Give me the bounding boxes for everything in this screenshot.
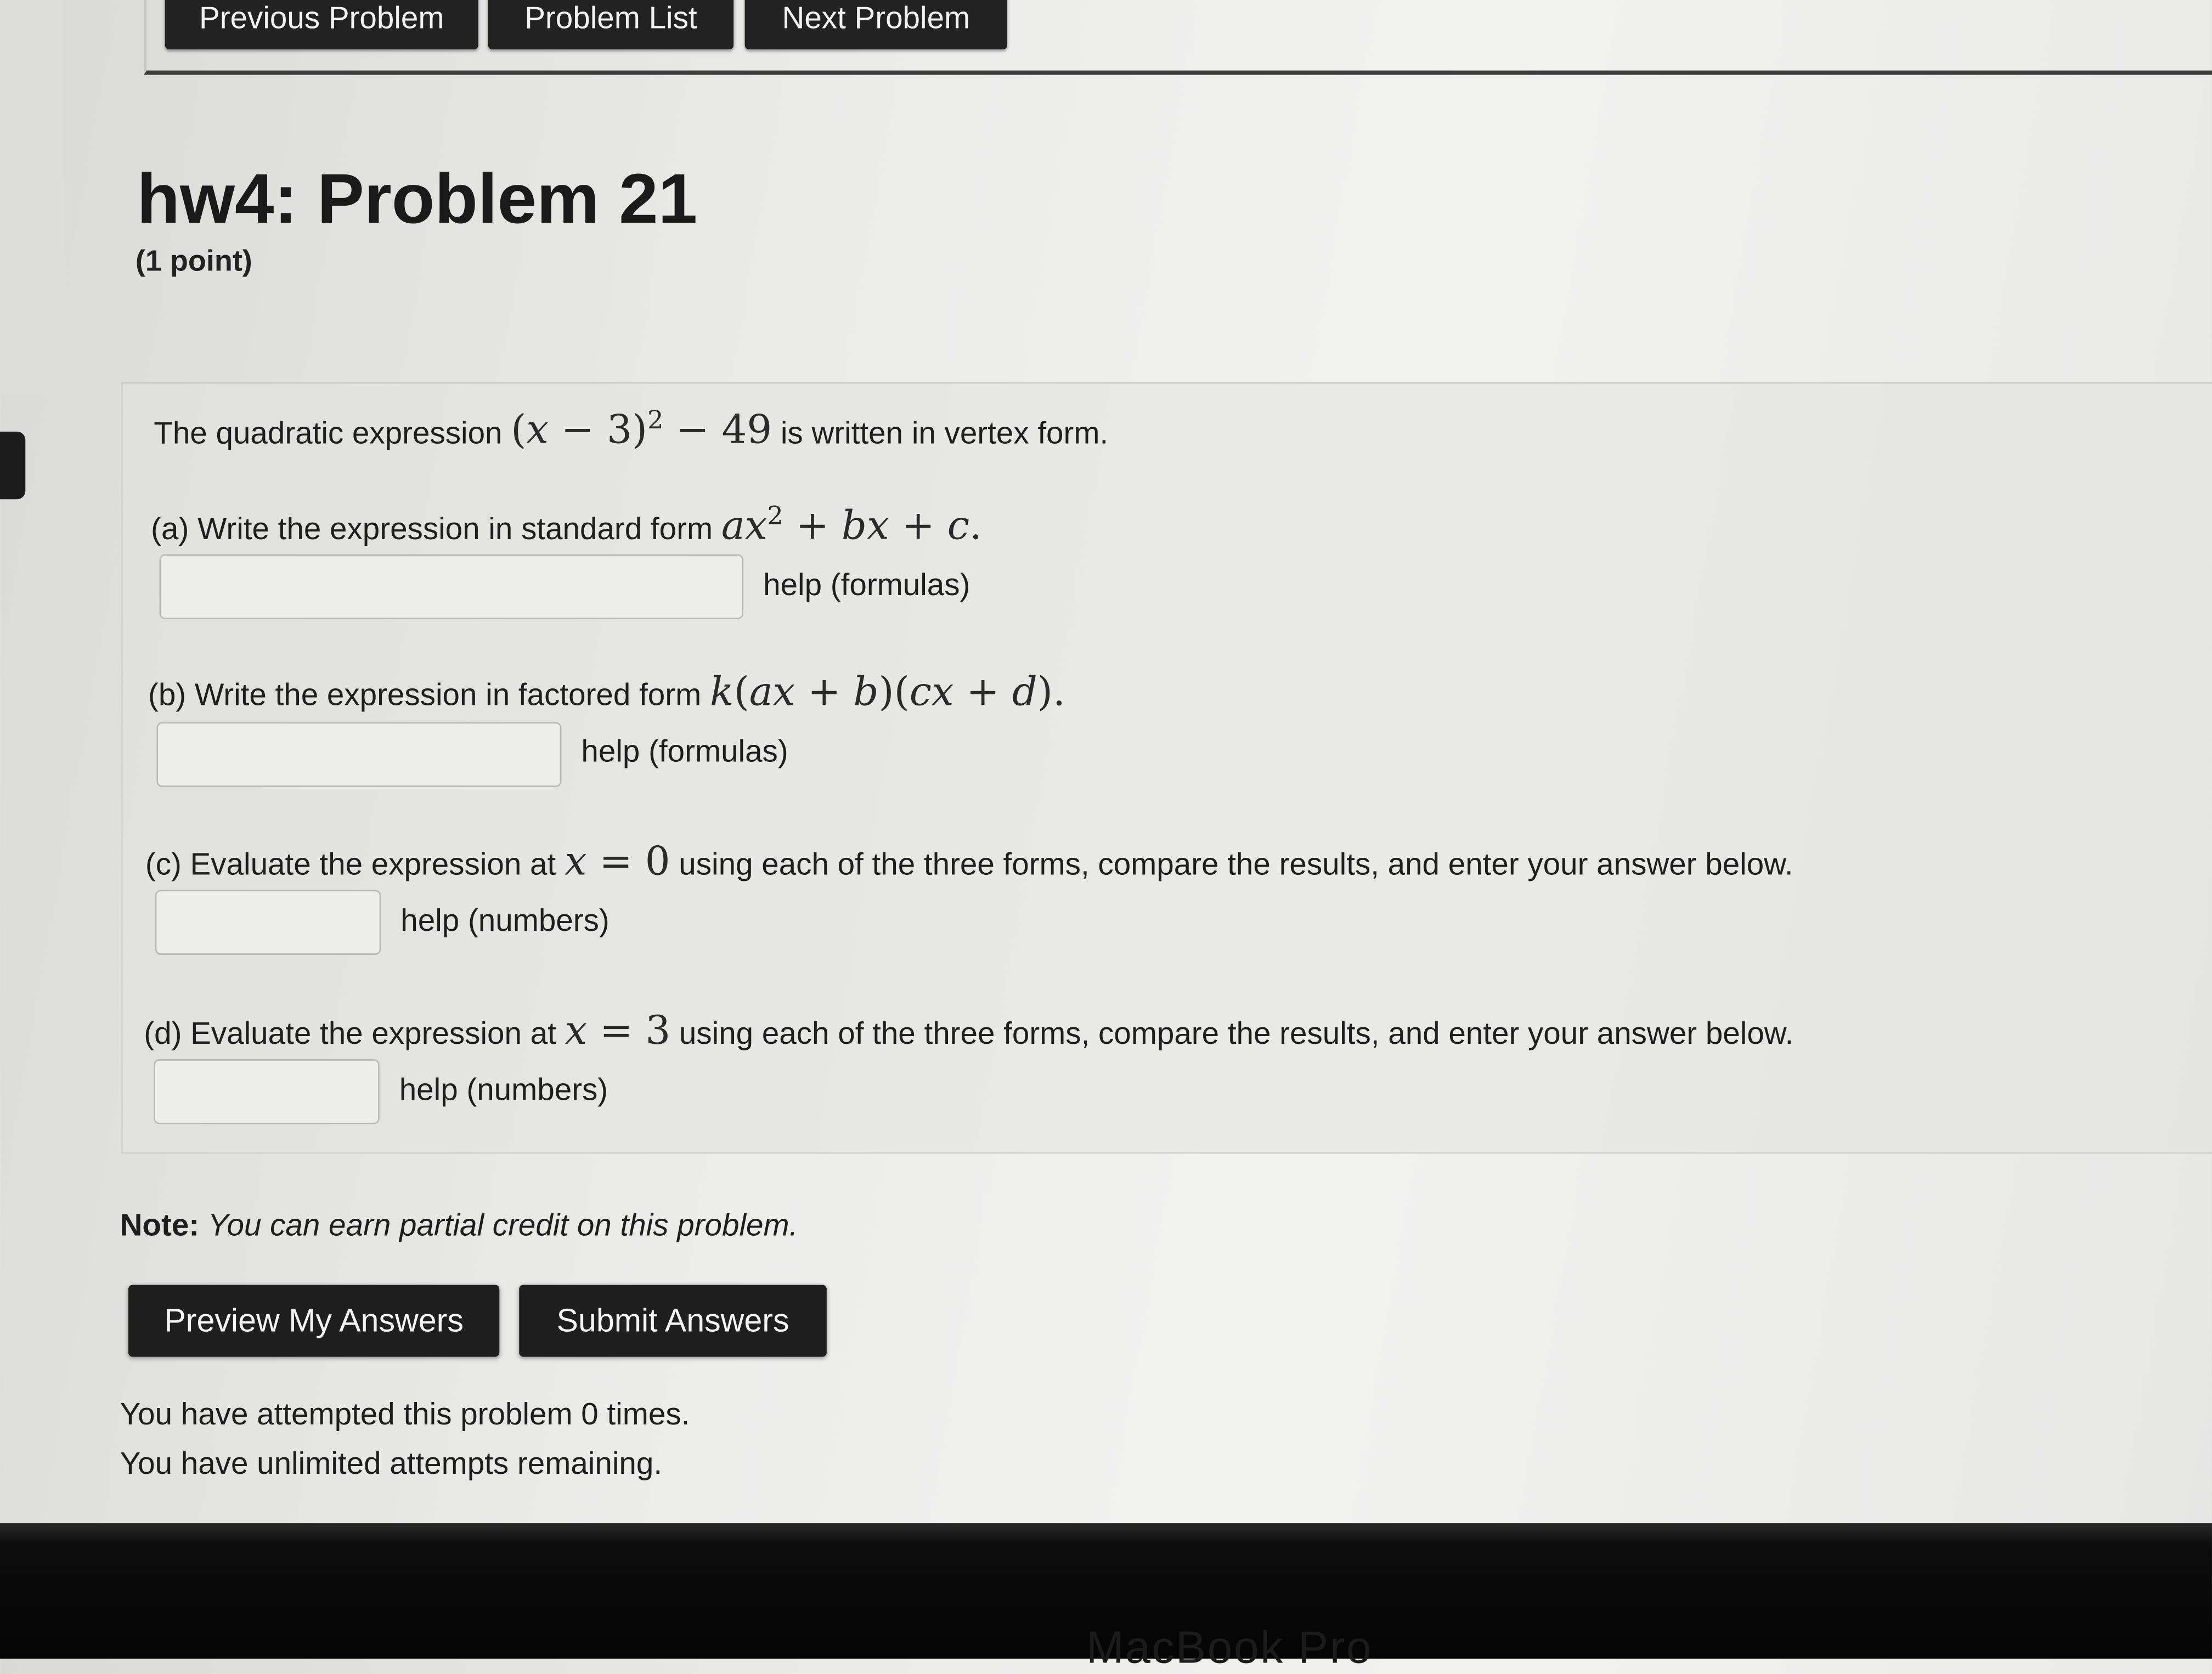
part-a-answer-input[interactable] — [160, 555, 744, 619]
part-b-prompt — [148, 669, 1065, 715]
part-c-text-end: using each of the three forms, compare the results, and enter your answer below. — [679, 846, 1793, 882]
part-c-text-start: (c) Evaluate the expression at — [145, 846, 556, 882]
factored-form-expression: k(ax + b)(cx + d). — [709, 668, 1065, 715]
part-a-text: (a) Write the expression in standard form — [151, 511, 713, 546]
intro-text-end: is written in vertex form. — [780, 415, 1109, 451]
side-tab-handle[interactable] — [0, 432, 25, 499]
partial-credit-note — [120, 1207, 798, 1244]
part-b-answer-input[interactable] — [156, 722, 561, 787]
part-d-help-link[interactable]: help (numbers) — [399, 1072, 608, 1107]
preview-answers-button[interactable]: Preview My Answers — [128, 1285, 499, 1357]
part-d-prompt — [144, 1007, 1793, 1054]
x-equals-three: x = 3 — [565, 1006, 671, 1054]
x-equals-zero: x = 0 — [565, 838, 670, 885]
part-d-answer-input[interactable] — [154, 1059, 379, 1124]
left-gutter — [0, 0, 64, 395]
problem-list-button[interactable]: Problem List — [488, 0, 733, 49]
problem-intro — [154, 406, 1108, 454]
standard-form-expression: $ax^2$ + bx + c. — [721, 502, 982, 550]
attempts-remaining: You have unlimited attempts remaining. — [120, 1445, 663, 1481]
part-d-text-end: using each of the three forms, compare the results, and enter your answer below. — [679, 1015, 1794, 1051]
problem-points: (1 point) — [135, 245, 252, 278]
previous-problem-button[interactable]: Previous Problem — [165, 0, 478, 49]
part-c-prompt — [145, 838, 1793, 884]
part-d-text-start: (d) Evaluate the expression at — [144, 1015, 556, 1051]
note-label: Note: — [120, 1207, 200, 1243]
part-c-answer-input[interactable] — [155, 890, 381, 955]
part-b-text: (b) Write the expression in factored form — [148, 677, 702, 712]
submit-answers-button[interactable]: Submit Answers — [519, 1285, 827, 1357]
part-c-help-link[interactable]: help (numbers) — [400, 902, 610, 938]
part-a-prompt — [151, 502, 982, 549]
note-text: You can earn partial credit on this problem. — [207, 1207, 798, 1243]
attempt-count: You have attempted this problem 0 times. — [120, 1396, 690, 1432]
page-title: hw4: Problem 21 — [137, 159, 698, 239]
next-problem-button[interactable]: Next Problem — [745, 0, 1007, 49]
part-a-help-link[interactable]: help (formulas) — [763, 567, 970, 602]
laptop-model-label: MacBook Pro — [1086, 1622, 1373, 1673]
intro-text-start: The quadratic expression — [154, 415, 503, 451]
part-b-help-link[interactable]: help (formulas) — [581, 733, 788, 769]
vertex-form-expression: $(x - 3)^2 - 49$ — [511, 406, 772, 454]
